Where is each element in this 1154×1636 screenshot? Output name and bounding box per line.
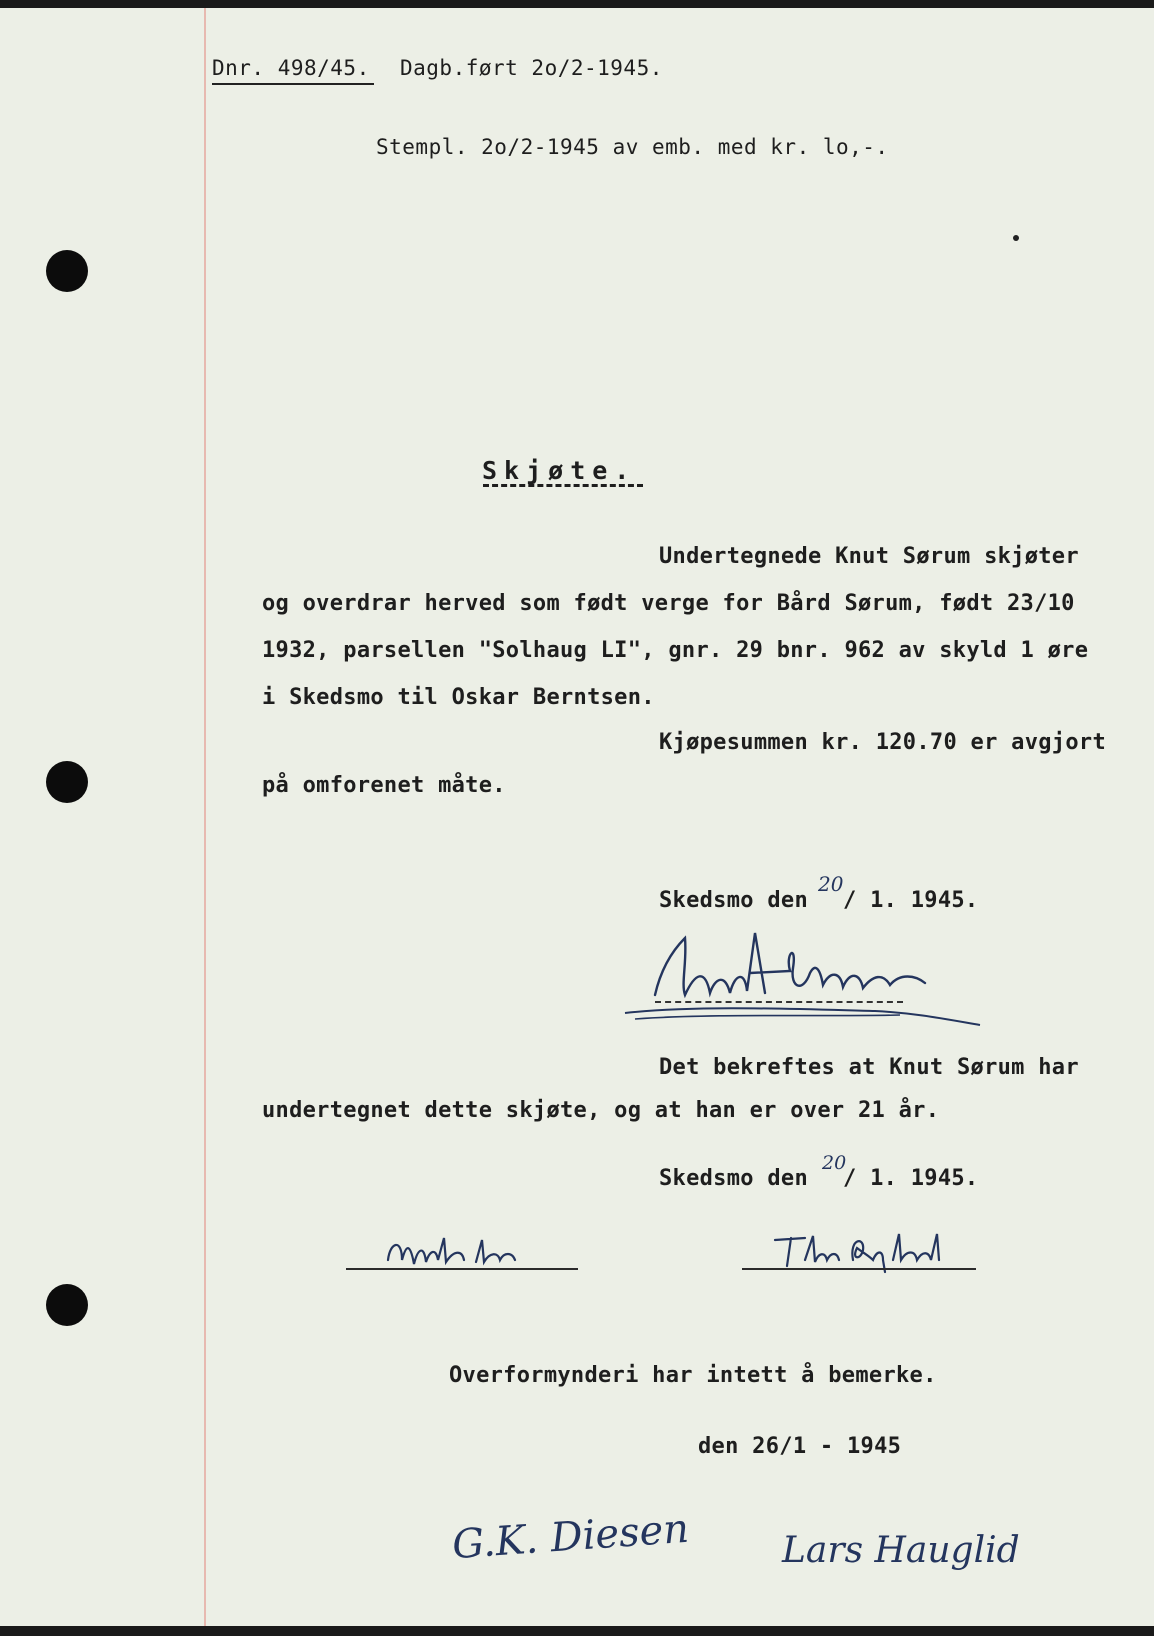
witness-signature-left [380,1230,540,1280]
body-line: i Skedsmo til Oskar Berntsen. [262,685,655,710]
place-date-suffix: / 1. 1945. [843,888,979,913]
document-page [0,8,1154,1626]
confirmation-line: undertegnet dette skjøte, og at han er over 21 år. [262,1098,940,1123]
signature-bottom-right: Lars Hauglid [782,1530,1020,1571]
body-line: på omforenet måte. [262,773,506,798]
journal-entry: Dagb.ført 2o/2-1945. [400,56,663,80]
witness-signature-right [765,1226,965,1278]
witness-signature-line [346,1268,578,1270]
guardianship-statement: Overformynderi har intett å bemerke. [449,1363,937,1388]
handwritten-day: 20 [818,872,844,896]
body-line: 1932, parsellen "Solhaug LI", gnr. 29 bnr. 962 av skyld 1 øre [262,638,1089,663]
punch-hole [46,1284,88,1326]
docket-number: Dnr. 498/45. [212,56,370,80]
signature-dotted-line [655,1001,903,1003]
title-underline [483,484,643,487]
signature-knut-sorum [615,913,995,1043]
margin-rule [204,8,206,1626]
docket-number-underline [212,83,374,85]
guardianship-date: den 26/1 - 1945 [698,1434,902,1459]
body-line: og overdrar herved som født verge for Bård Sørum, født 23/10 [262,591,1075,616]
body-line: Kjøpesummen kr. 120.70 er avgjort [659,730,1106,755]
ink-speck [1013,235,1019,241]
signature-bottom-left: G.K. Diesen [450,1505,691,1569]
document-title: Skjøte. [482,456,637,485]
punch-hole [46,761,88,803]
witness-signature-line [742,1268,976,1270]
place-date-suffix: / 1. 1945. [843,1166,979,1191]
stamp-note: Stempl. 2o/2-1945 av emb. med kr. lo,-. [376,135,889,159]
confirmation-line: Det bekreftes at Knut Sørum har [659,1055,1079,1080]
place-date-prefix: Skedsmo den [659,888,808,913]
handwritten-day: 20 [822,1152,847,1174]
body-line: Undertegnede Knut Sørum skjøter [659,544,1079,569]
punch-hole [46,250,88,292]
place-date-prefix: Skedsmo den [659,1166,808,1191]
